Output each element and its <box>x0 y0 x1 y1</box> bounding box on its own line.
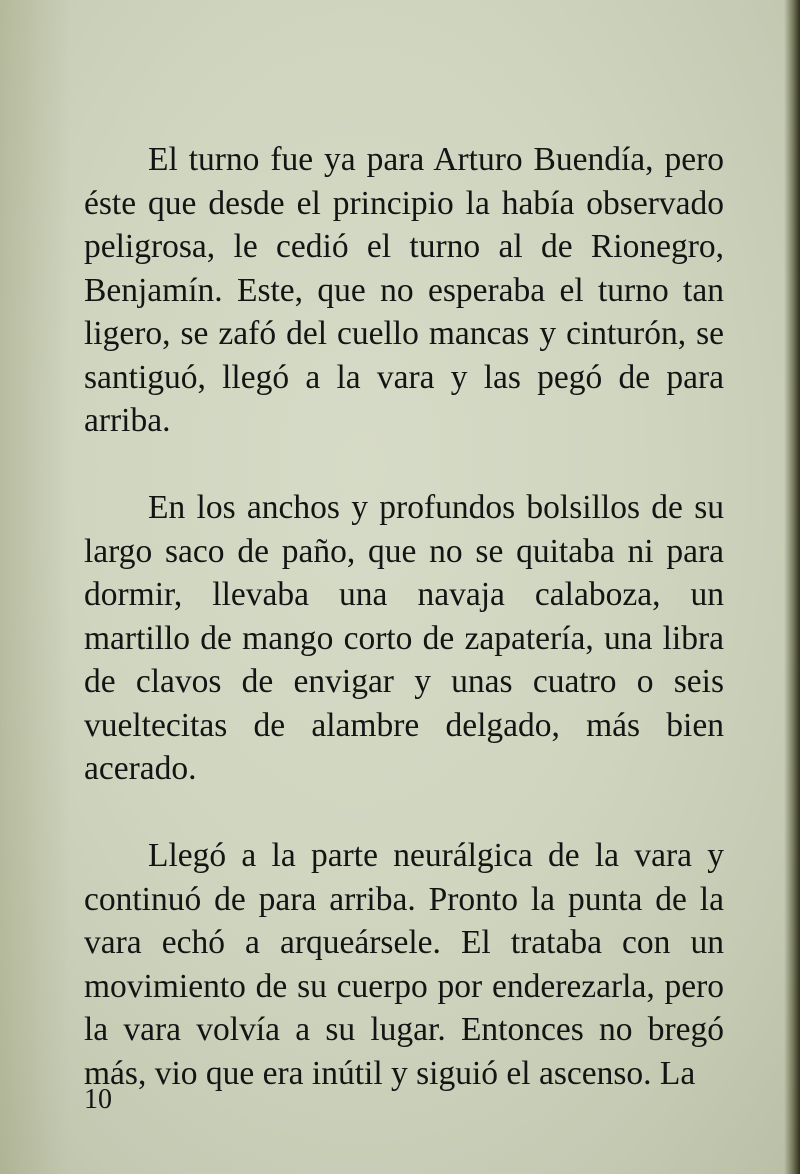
paragraph-3: Llegó a la parte neurálgica de la vara y continuó de para arriba. Pronto la punta de la vara echó a arqueársele. El trataba con un movimiento de su cuerpo por enderezarla, pero la vara volvía a su lugar. Entonces no bregó más, vio que era inútil y siguió el ascenso. La <box>84 837 724 1092</box>
page-number: 10 <box>84 1084 112 1115</box>
paragraph-2: En los anchos y profundos bolsillos de su largo saco de paño, que no se quitaba ni para dormir, llevaba una navaja calaboza, un martillo de mango corto de zapatería, una libra de clavos de envigar y unas cuatro o seis vueltecitas de alambre delgado, más bien acerado. <box>84 489 724 787</box>
paragraph-1: El turno fue ya para Arturo Buendía, pero éste que desde el principio la había observado peligrosa, le cedió el turno al de Rionegro, Benjamín. Este, que no esperaba el turno tan ligero, se zafó del cuello mancas y cinturón, se santiguó, llegó a la vara y las pegó de para arriba. <box>84 141 724 439</box>
body-text <box>84 138 724 1095</box>
